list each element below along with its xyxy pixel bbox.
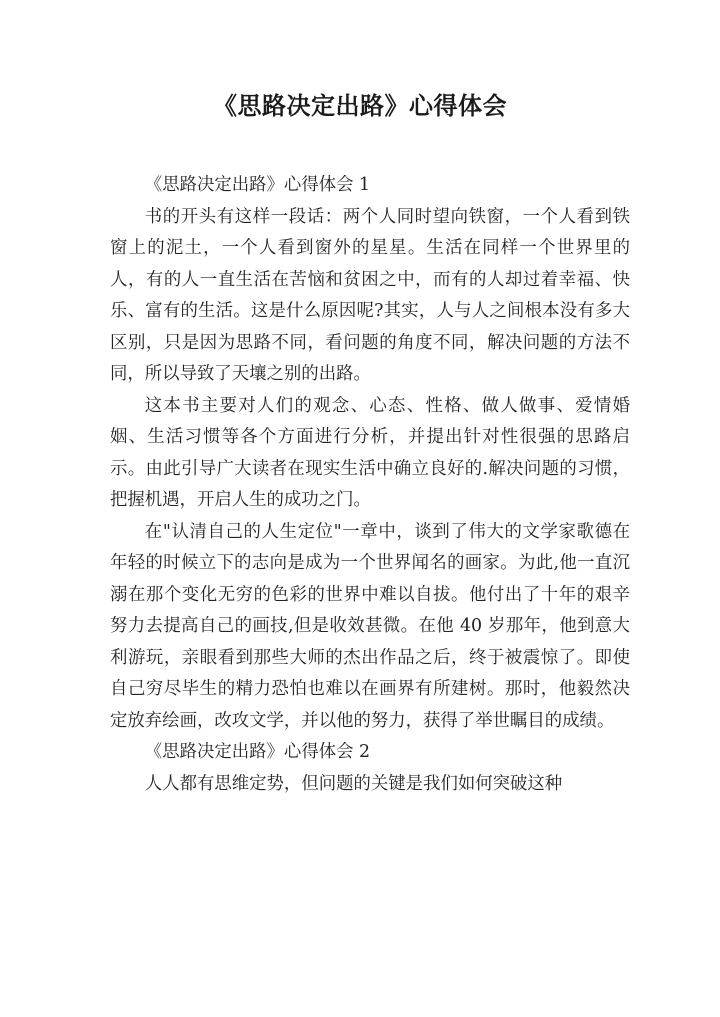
document-body xyxy=(110,170,630,800)
section-heading: 《思路决定出路》心得体会 2 xyxy=(144,742,371,762)
paragraph: 人人都有思维定势，但问题的关键是我们如何突破这种 xyxy=(144,773,563,794)
document-title: 《思路决定出路》心得体会 xyxy=(213,92,507,120)
paragraph: 书的开头有这样一段话：两个人同时望向铁窗，一个人看到铁窗上的泥土，一个人看到窗外的星星。生活在同样一个世界里的人，有的人一直生活在苦恼和贫困之中，而有的人却过着幸福、快乐、富有的生活。这是什么原因呢?其实，人与人之间根本没有多大区别，只是因为思路不同，看问题的角度不同，解决问题的方法不同，所以导致了天壤之别的出路。 xyxy=(110,206,630,384)
paragraph: 这本书主要对人们的观念、心态、性格、做人做事、爱情婚姻、生活习惯等各个方面进行分析，并提出针对性很强的思路启示。由此引导广大读者在现实生活中确立良好的.解决问题的习惯，把握机遇，开启人生的成功之门。 xyxy=(110,395,630,510)
paragraph: 在"认清自己的人生定位"一章中，谈到了伟大的文学家歌德在年轻的时候立下的志向是成为一个世界闻名的画家。为此,他一直沉溺在那个变化无穷的色彩的世界中难以自拔。他付出了十年的艰辛努力去提高自己的画技,但是收效甚微。在他 40 岁那年，他到意大利游玩，亲眼看到那些大师的杰出作品之后，终于被震惊了。即使自己穷尽毕生的精力恐怕也难以在画界有所建树。那时，他毅然决定放弃绘画，改攻文学，并以他的努力，获得了举世瞩目的成绩。 xyxy=(110,521,630,731)
section-heading: 《思路决定出路》心得体会 1 xyxy=(144,175,371,195)
